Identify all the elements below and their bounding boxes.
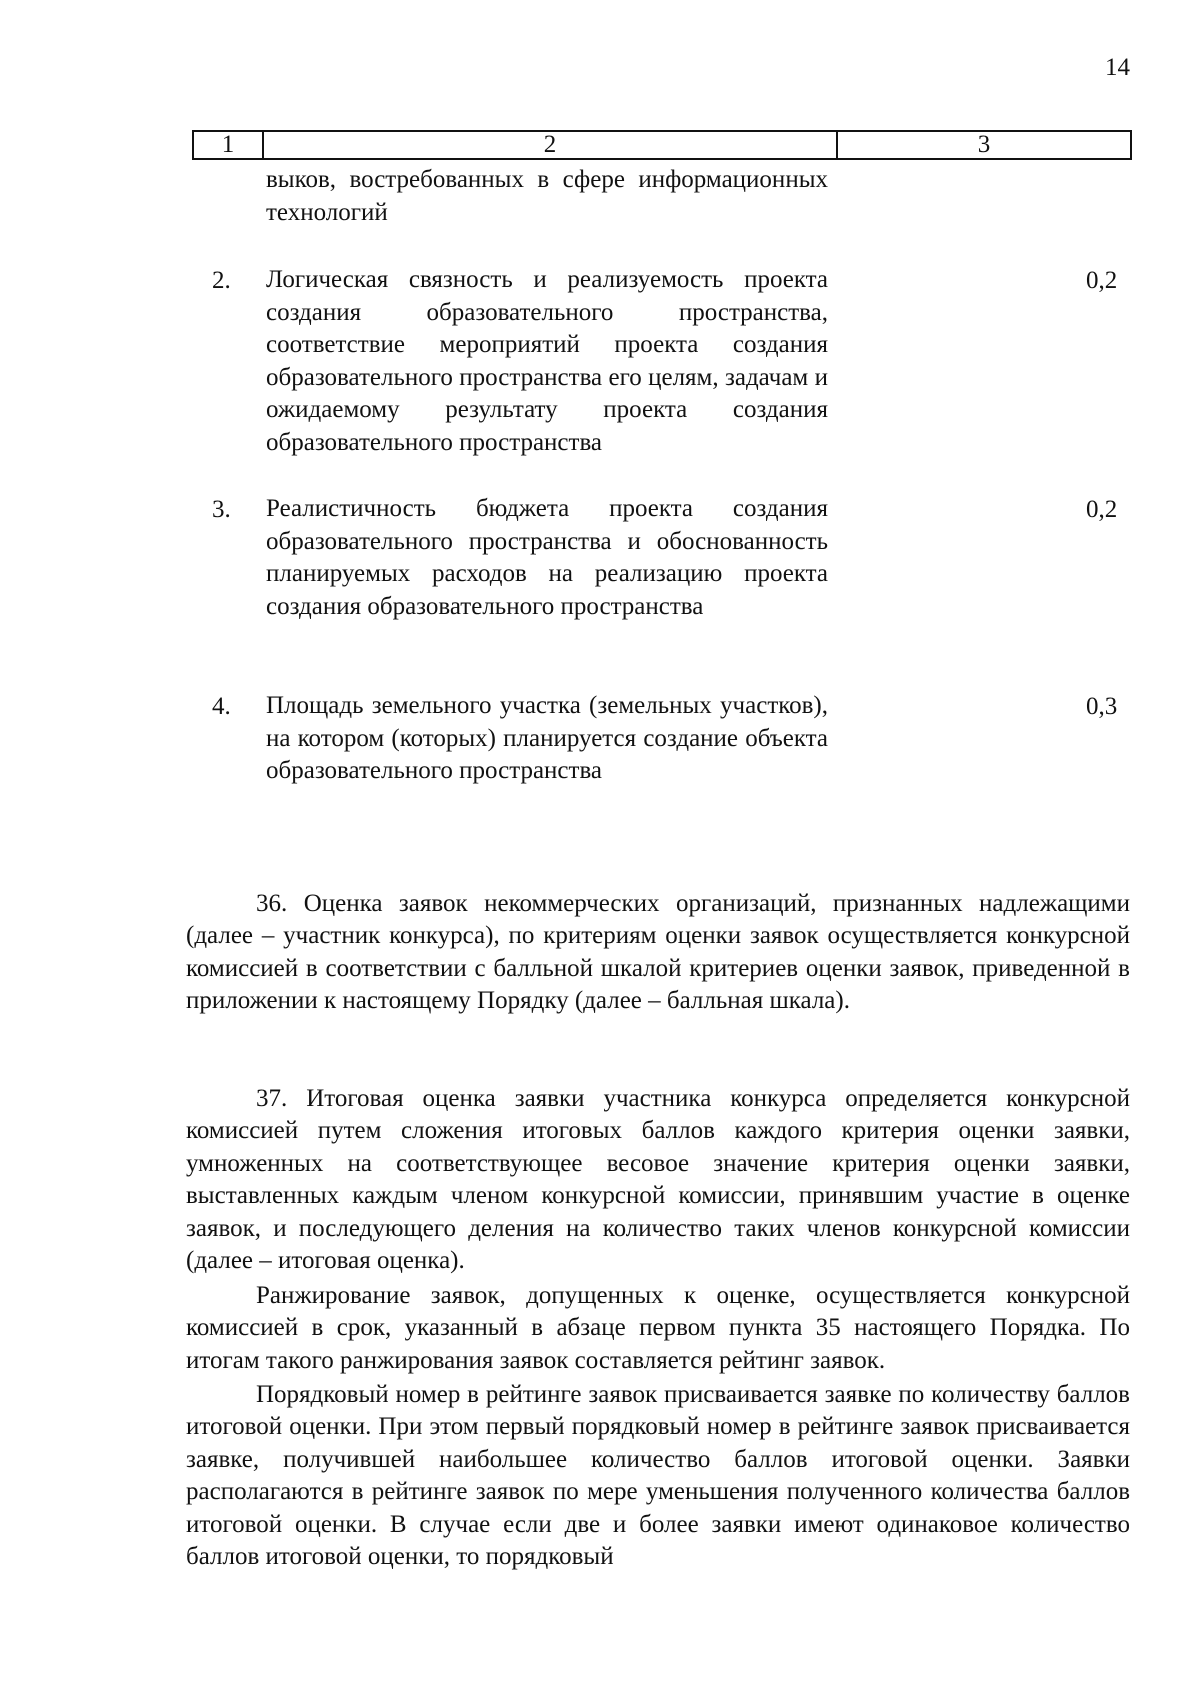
table-header-col-1: 1 (194, 132, 264, 158)
criterion-number: 2. (212, 267, 231, 294)
table-header-col-2: 2 (264, 132, 838, 158)
table-header-row (192, 130, 1132, 160)
criterion-text: Логическая связность и реализуемость проекта создания образовательного пространства, соответствие мероприятий проекта создания образовательного пространства его целям, задачам и ожидаемому результату проекта создания образовательного пространства (266, 266, 828, 456)
table-header-col-3: 3 (977, 131, 991, 158)
criterion-number: 4. (212, 693, 231, 720)
paragraph-ranking: Ранжирование заявок, допущенных к оценке, осуществляется конкурсной комиссией в срок, указанный в абзаце первом пункта 35 настоящего Порядка. По итогам такого ранжирования заявок составляется рейтинг заявок. (186, 1282, 1130, 1374)
paragraph-37: 37. Итоговая оценка заявки участника конкурса определяется конкурсной комиссией путем сложения итоговых баллов каждого критерия оценки заявки, умноженных на соответствующее весовое значение критерия оценки заявки, выставленных каждым членом конкурсной комиссии, принявшим участие в оценке заявок, и последующего деления на количество таких членов конкурсной комиссии (далее – итоговая оценка). (186, 1085, 1130, 1275)
criterion-continued-text: выков, востребованных в сфере информационных технологий (266, 166, 828, 226)
criterion-text: Площадь земельного участка (земельных участков), на котором (которых) планируется создание объекта образовательного пространства (266, 692, 828, 785)
criterion-weight: 0,2 (1086, 267, 1118, 294)
paragraph-36: 36. Оценка заявок некоммерческих организаций, признанных надлежащими (далее – участник конкурса), по критериям оценки заявок осуществляется конкурсной комиссией в соответствии с балльной шкалой критериев оценки заявок, приведенной в приложении к настоящему Порядку (далее – балльная шкала). (186, 890, 1130, 1015)
page-number: 14 (1105, 54, 1130, 81)
criterion-number: 3. (212, 496, 231, 523)
criterion-weight: 0,3 (1086, 693, 1118, 720)
paragraph-rating-number: Порядковый номер в рейтинге заявок присваивается заявке по количеству баллов итоговой оценки. При этом первый порядковый номер в рейтинге заявок присваивается заявке, получившей наибольшее количество баллов итоговой оценки. Заявки располагаются в рейтинге заявок по мере уменьшения полученного количества баллов итоговой оценки. В случае если две и более заявки имеют одинаковое количество баллов итоговой оценки, то порядковый (186, 1381, 1130, 1571)
criterion-weight: 0,2 (1086, 496, 1118, 523)
criterion-text: Реалистичность бюджета проекта создания образовательного пространства и обоснованность планируемых расходов на реализацию проекта создания образовательного пространства (266, 495, 828, 620)
